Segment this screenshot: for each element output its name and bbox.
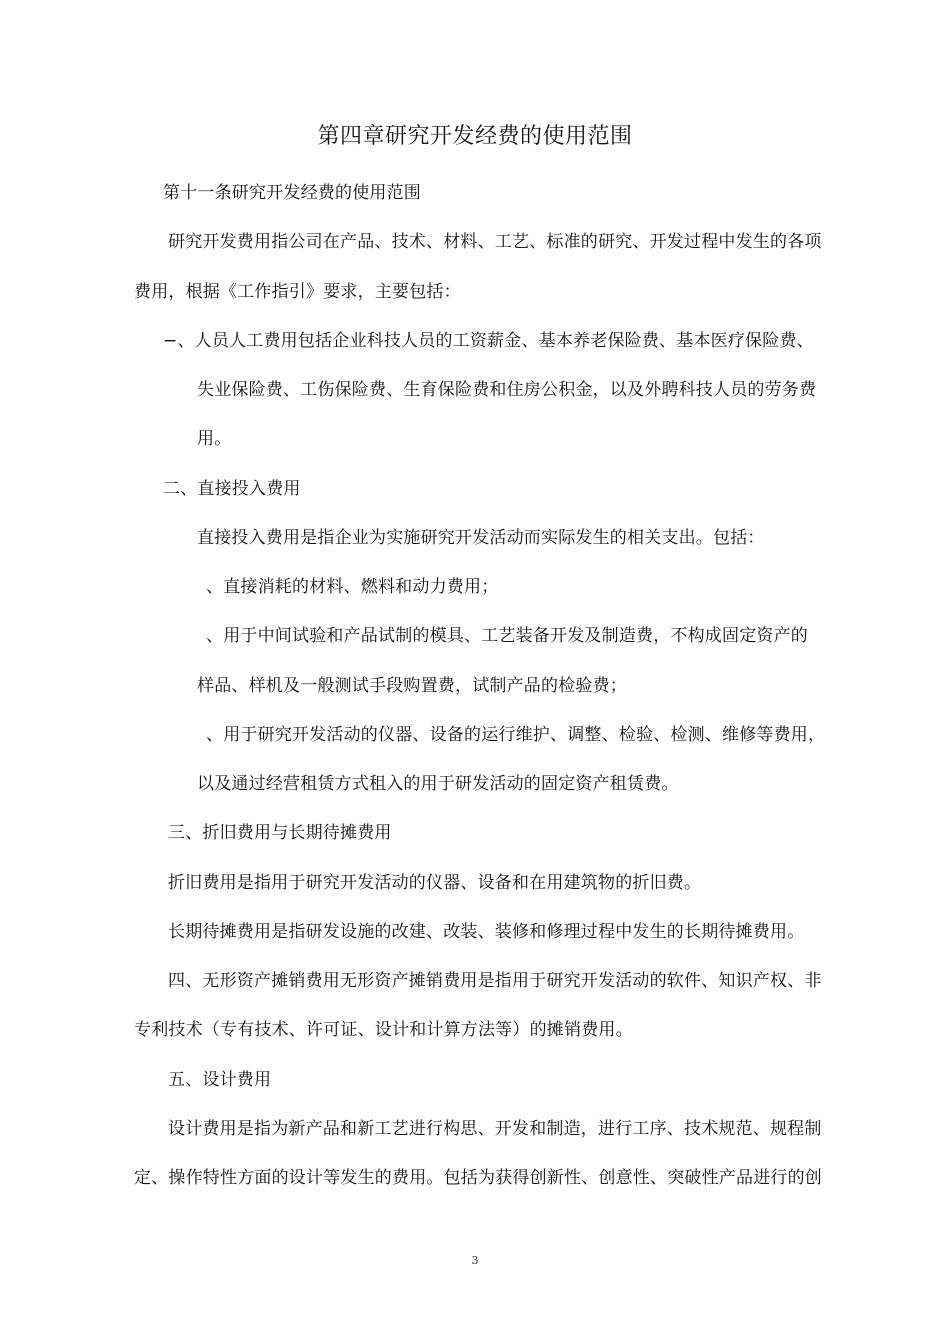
paragraph-line: 研究开发费用指公司在产品、技术、材料、工艺、标准的研究、开发过程中发生的各项 — [168, 232, 822, 252]
page-number: 3 — [471, 1254, 479, 1267]
section-heading: 五、设计费用 — [168, 1070, 272, 1090]
article-heading: 第十一条研究开发经费的使用范围 — [163, 183, 421, 203]
sub-item-line: 、直接消耗的材料、燃料和动力费用； — [206, 577, 499, 597]
paragraph-line: 费用，根据《工作指引》要求，主要包括： — [134, 282, 461, 302]
list-item-line: 用。 — [197, 429, 232, 449]
section-heading: 四、无形资产摊销费用无形资产摊销费用是指用于研究开发活动的软件、知识产权、非 — [168, 971, 822, 991]
sub-item-line: 、用于中间试验和产品试制的模具、工艺装备开发及制造费，不构成固定资产的 — [206, 626, 808, 646]
paragraph-line: 定、操作特性方面的设计等发生的费用。包括为获得创新性、创意性、突破性产品进行的创 — [134, 1168, 822, 1188]
paragraph-line: 直接投入费用是指企业为实施研究开发活动而实际发生的相关支出。包括： — [197, 528, 765, 548]
paragraph-line: 专利技术（专有技术、许可证、设计和计算方法等）的摊销费用。 — [134, 1020, 633, 1040]
chapter-title: 第四章研究开发经费的使用范围 — [317, 124, 633, 149]
section-heading: 三、折旧费用与长期待摊费用 — [168, 823, 392, 843]
paragraph-line: 折旧费用是指用于研究开发活动的仪器、设备和在用建筑物的折旧费。 — [168, 873, 702, 893]
sub-item-line: 以及通过经营租赁方式租入的用于研发活动的固定资产租赁费。 — [197, 774, 679, 794]
paragraph-line: 设计费用是指为新产品和新工艺进行构思、开发和制造，进行工序、技术规范、规程制 — [168, 1119, 822, 1139]
list-item-line: 失业保险费、工伤保险费、生育保险费和住房公积金，以及外聘科技人员的劳务费 — [197, 380, 817, 400]
sub-item-line: 、用于研究开发活动的仪器、设备的运行维护、调整、检验、检测、维修等费用， — [206, 725, 826, 745]
paragraph-line: 长期待摊费用是指研发设施的改建、改装、装修和修理过程中发生的长期待摊费用。 — [168, 922, 805, 942]
list-item-line: −、人员人工费用包括企业科技人员的工资薪金、基本养老保险费、基本医疗保险费、 — [163, 331, 814, 351]
sub-item-line: 样品、样机及一般测试手段购置费，试制产品的检验费； — [197, 676, 627, 696]
section-heading: 二、直接投入费用 — [163, 479, 301, 499]
